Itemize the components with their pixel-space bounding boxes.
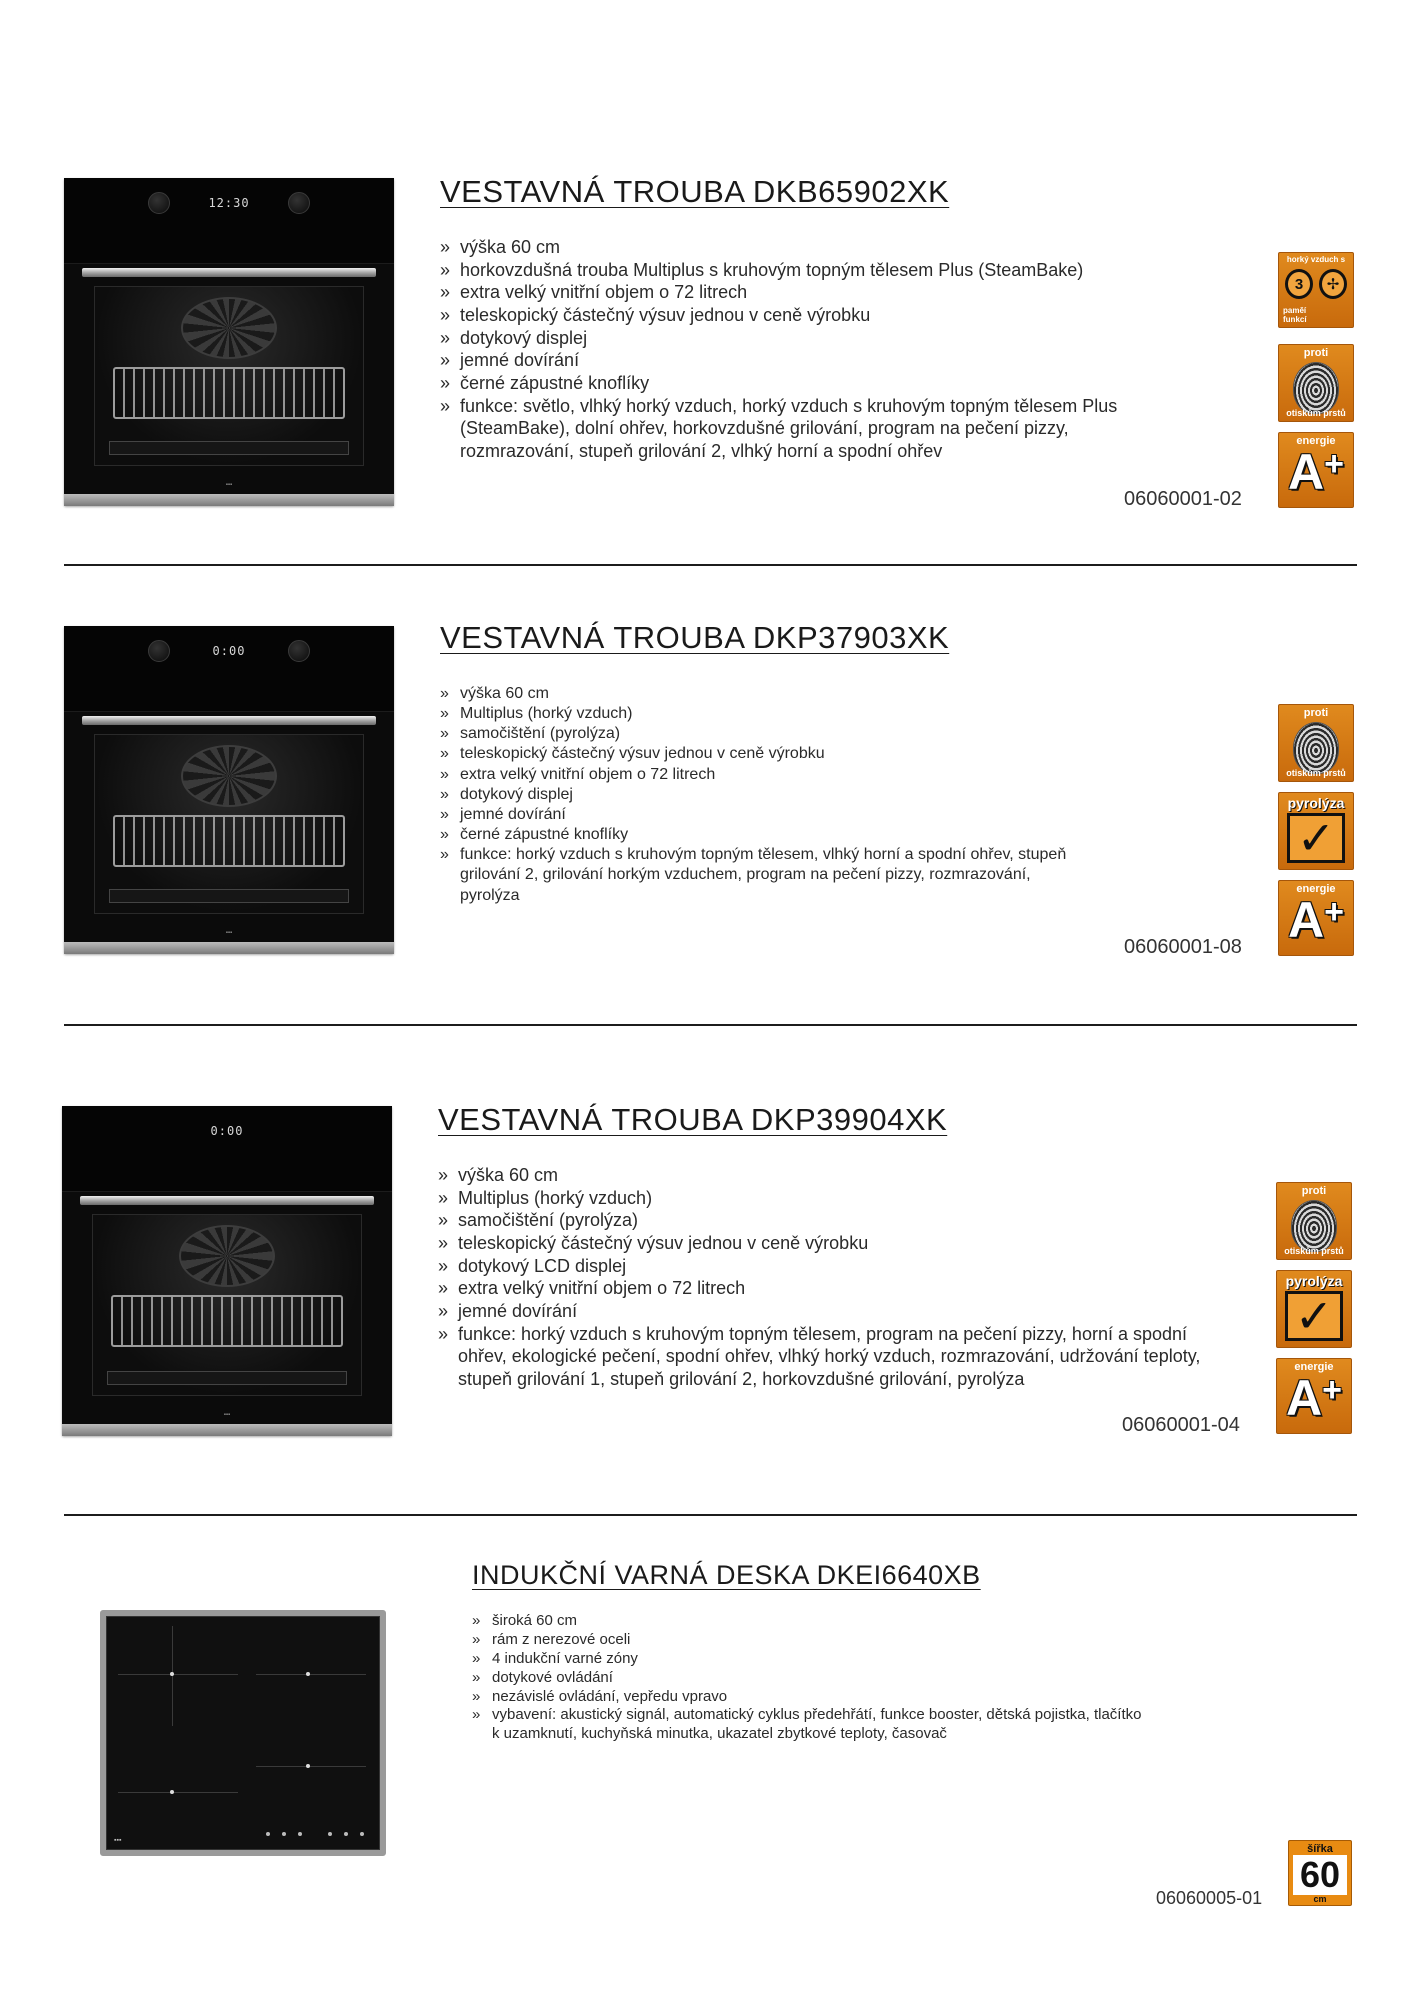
feature-item: » dotykové ovládání xyxy=(472,1669,1142,1688)
touch-control xyxy=(298,1832,302,1836)
badge-label: otiskům prstů xyxy=(1284,1246,1344,1256)
energy-plus: + xyxy=(1322,1371,1342,1409)
energy-badge xyxy=(1276,1358,1352,1434)
feature-item: » teleskopický částečný výsuv jednou v ceně výrobku xyxy=(440,304,1170,327)
badge-label: energie xyxy=(1296,435,1336,447)
badge-label: otiskům prstů xyxy=(1286,408,1346,418)
door-handle xyxy=(80,1196,374,1205)
brand-logo: ▪▪▪ xyxy=(114,1837,122,1844)
feature-item: » široká 60 cm xyxy=(472,1612,1142,1631)
brand-logo: ▪▪▪ xyxy=(225,482,233,488)
feature-item: » černé zápustné knoflíky xyxy=(440,372,1170,395)
feature-item: » dotykový displej xyxy=(440,785,1090,805)
fan-icon xyxy=(179,1225,275,1287)
badge-label-line: funkcí xyxy=(1283,314,1307,324)
product-title: VESTAVNÁ TROUBA DKP37903XK xyxy=(440,620,950,655)
fan-icon xyxy=(181,745,277,807)
knob-icon xyxy=(148,640,170,662)
feature-item: » Multiplus (horký vzduch) xyxy=(440,704,1090,724)
knob-icon xyxy=(148,192,170,214)
hand-memory-icon: 3 xyxy=(1285,269,1313,299)
badge-label-line: paměí xyxy=(1283,306,1307,316)
memory-icons xyxy=(1285,267,1347,301)
oven-rack xyxy=(111,1295,343,1347)
energy-grade: A xyxy=(1288,892,1325,948)
feature-item: » extra velký vnitřní objem o 72 litrech xyxy=(438,1277,1228,1300)
zone-marker xyxy=(306,1764,310,1768)
oven-image xyxy=(62,1106,392,1436)
energy-class xyxy=(1277,1370,1351,1426)
door-handle xyxy=(82,716,376,725)
energy-class xyxy=(1279,444,1353,500)
section-divider xyxy=(64,1514,1357,1516)
badge-label: energie xyxy=(1294,1361,1334,1373)
feature-item: » jemné dovírání xyxy=(440,805,1090,825)
feature-item: » 4 indukční varné zóny xyxy=(472,1650,1142,1669)
feature-item: » černé zápustné knoflíky xyxy=(440,825,1090,845)
feature-item: » samočištění (pyrolýza) xyxy=(440,724,1090,744)
oven-display: 0:00 xyxy=(210,1124,244,1138)
fingerprint-icon xyxy=(1293,362,1339,414)
pyrolysis-badge xyxy=(1278,792,1354,870)
feature-item: » funkce: horký vzduch s kruhovým topným tělesem, program na pečení pizzy, horní a spodní ohřev, ekologické pečení, spodní ohřev, vlhký horký vzduch, rozmrazování, udržování teploty, stupeň grilování 1, stupeň grilování 2, horkovzdušné grilování, pyrolýza xyxy=(438,1323,1228,1391)
feature-list xyxy=(438,1164,1228,1391)
badge-label: horký vzduch s xyxy=(1286,255,1346,264)
feature-list xyxy=(440,684,1090,906)
steel-strip xyxy=(64,494,394,506)
hob-image xyxy=(100,1610,386,1856)
feature-item: » teleskopický částečný výsuv jednou v ceně výrobku xyxy=(438,1232,1228,1255)
steel-strip xyxy=(62,1424,392,1436)
badge-label: proti xyxy=(1301,1185,1327,1197)
badge-label: energie xyxy=(1296,883,1336,895)
zone-marker xyxy=(170,1672,174,1676)
oven-image xyxy=(64,178,394,506)
badge-label: šířka xyxy=(1307,1843,1333,1855)
energy-badge xyxy=(1278,432,1354,508)
fingerprint-icon xyxy=(1293,722,1339,774)
touch-control xyxy=(328,1832,332,1836)
fingerprint-badge xyxy=(1276,1182,1352,1260)
oven-tray xyxy=(109,441,349,455)
zone-line xyxy=(118,1674,238,1675)
fingerprint-badge xyxy=(1278,704,1354,782)
door-handle xyxy=(82,268,376,277)
feature-item: » teleskopický částečný výsuv jednou v ceně výrobku xyxy=(440,744,1090,764)
energy-plus: + xyxy=(1324,445,1344,483)
checkmark-icon: ✓ xyxy=(1285,1291,1343,1341)
zone-line xyxy=(256,1766,366,1767)
oven-display: 0:00 xyxy=(212,644,246,658)
badge-label: otiskům prstů xyxy=(1286,768,1346,778)
badge-label: pyrolýza xyxy=(1287,795,1345,811)
feature-item: » dotykový LCD displej xyxy=(438,1255,1228,1278)
badge-label xyxy=(1283,307,1307,324)
touch-control xyxy=(344,1832,348,1836)
product-code: 06060005-01 xyxy=(1156,1888,1263,1908)
zone-line xyxy=(256,1674,366,1675)
feature-list xyxy=(440,236,1170,463)
oven-display: 12:30 xyxy=(208,196,250,210)
fan-icon: ✢ xyxy=(1319,269,1347,299)
zone-line xyxy=(118,1792,238,1793)
zone-marker xyxy=(306,1672,310,1676)
feature-item: » extra velký vnitřní objem o 72 litrech xyxy=(440,281,1170,304)
energy-plus: + xyxy=(1324,893,1344,931)
product-code: 06060001-02 xyxy=(1124,488,1242,510)
badge-label: pyrolýza xyxy=(1285,1273,1343,1289)
fan-icon xyxy=(181,297,277,359)
width-badge xyxy=(1288,1840,1352,1906)
badge-label: proti xyxy=(1303,347,1329,359)
energy-grade: A xyxy=(1286,1370,1323,1426)
brand-logo: ▪▪▪ xyxy=(225,930,233,936)
memory-function-badge xyxy=(1278,252,1354,328)
energy-badge xyxy=(1278,880,1354,956)
badge-label: proti xyxy=(1303,707,1329,719)
energy-class xyxy=(1279,892,1353,948)
energy-grade: A xyxy=(1288,444,1325,500)
feature-item: » Multiplus (horký vzduch) xyxy=(438,1187,1228,1210)
oven-rack xyxy=(113,367,345,419)
knob-icon xyxy=(288,192,310,214)
touch-control xyxy=(266,1832,270,1836)
section-divider xyxy=(64,564,1357,566)
zone-line xyxy=(172,1626,173,1726)
oven-image xyxy=(64,626,394,954)
knob-icon xyxy=(288,640,310,662)
brand-logo: ▪▪▪ xyxy=(223,1412,231,1418)
feature-item: » funkce: světlo, vlhký horký vzduch, horký vzduch s kruhovým topným tělesem Plus (SteamBake), dolní ohřev, horkovzdušné grilování, program na pečení pizzy, rozmrazování, stupeň grilování 2, vlhký horní a spodní ohřev xyxy=(440,395,1170,463)
feature-item: » jemné dovírání xyxy=(440,349,1170,372)
feature-item: » dotykový displej xyxy=(440,327,1170,350)
touch-control xyxy=(360,1832,364,1836)
feature-item: » horkovzdušná trouba Multiplus s kruhovým topným tělesem Plus (SteamBake) xyxy=(440,259,1170,282)
oven-cavity xyxy=(92,1214,362,1396)
feature-item: » jemné dovírání xyxy=(438,1300,1228,1323)
feature-item: » výška 60 cm xyxy=(440,684,1090,704)
feature-item: » funkce: horký vzduch s kruhovým topným tělesem, vlhký horní a spodní ohřev, stupeň grilování 2, grilování horkým vzduchem, program na pečení pizzy, rozmrazování, pyrolýza xyxy=(440,845,1090,905)
control-panel xyxy=(64,626,394,712)
fingerprint-icon xyxy=(1291,1200,1337,1252)
control-panel xyxy=(64,178,394,264)
product-code: 06060001-08 xyxy=(1124,936,1242,958)
product-title: INDUKČNÍ VARNÁ DESKA DKEI6640XB xyxy=(472,1560,981,1590)
pyrolysis-badge xyxy=(1276,1270,1352,1348)
feature-list xyxy=(472,1612,1142,1744)
feature-item: » výška 60 cm xyxy=(440,236,1170,259)
checkmark-icon: ✓ xyxy=(1287,813,1345,863)
fingerprint-badge xyxy=(1278,344,1354,422)
product-code: 06060001-04 xyxy=(1122,1414,1240,1436)
feature-item: » samočištění (pyrolýza) xyxy=(438,1209,1228,1232)
oven-cavity xyxy=(94,286,364,466)
oven-tray xyxy=(107,1371,347,1385)
feature-item: » extra velký vnitřní objem o 72 litrech xyxy=(440,765,1090,785)
feature-item: » výška 60 cm xyxy=(438,1164,1228,1187)
product-title: VESTAVNÁ TROUBA DKP39904XK xyxy=(438,1102,948,1137)
width-value: 60 xyxy=(1293,1855,1347,1895)
feature-item: » nezávislé ovládání, vepředu vpravo xyxy=(472,1688,1142,1707)
steel-strip xyxy=(64,942,394,954)
product-title: VESTAVNÁ TROUBA DKB65902XK xyxy=(440,174,950,209)
width-unit: cm xyxy=(1313,1894,1327,1904)
oven-rack xyxy=(113,815,345,867)
section-divider xyxy=(64,1024,1357,1026)
feature-item: » vybavení: akustický signál, automatický cyklus předehřátí, funkce booster, dětská pojistka, tlačítko k uzamknutí, kuchyňská minutka, ukazatel zbytkové teploty, časovač xyxy=(472,1706,1142,1744)
zone-marker xyxy=(170,1790,174,1794)
feature-item: » rám z nerezové oceli xyxy=(472,1631,1142,1650)
oven-cavity xyxy=(94,734,364,914)
touch-control xyxy=(282,1832,286,1836)
oven-tray xyxy=(109,889,349,903)
control-panel xyxy=(62,1106,392,1192)
